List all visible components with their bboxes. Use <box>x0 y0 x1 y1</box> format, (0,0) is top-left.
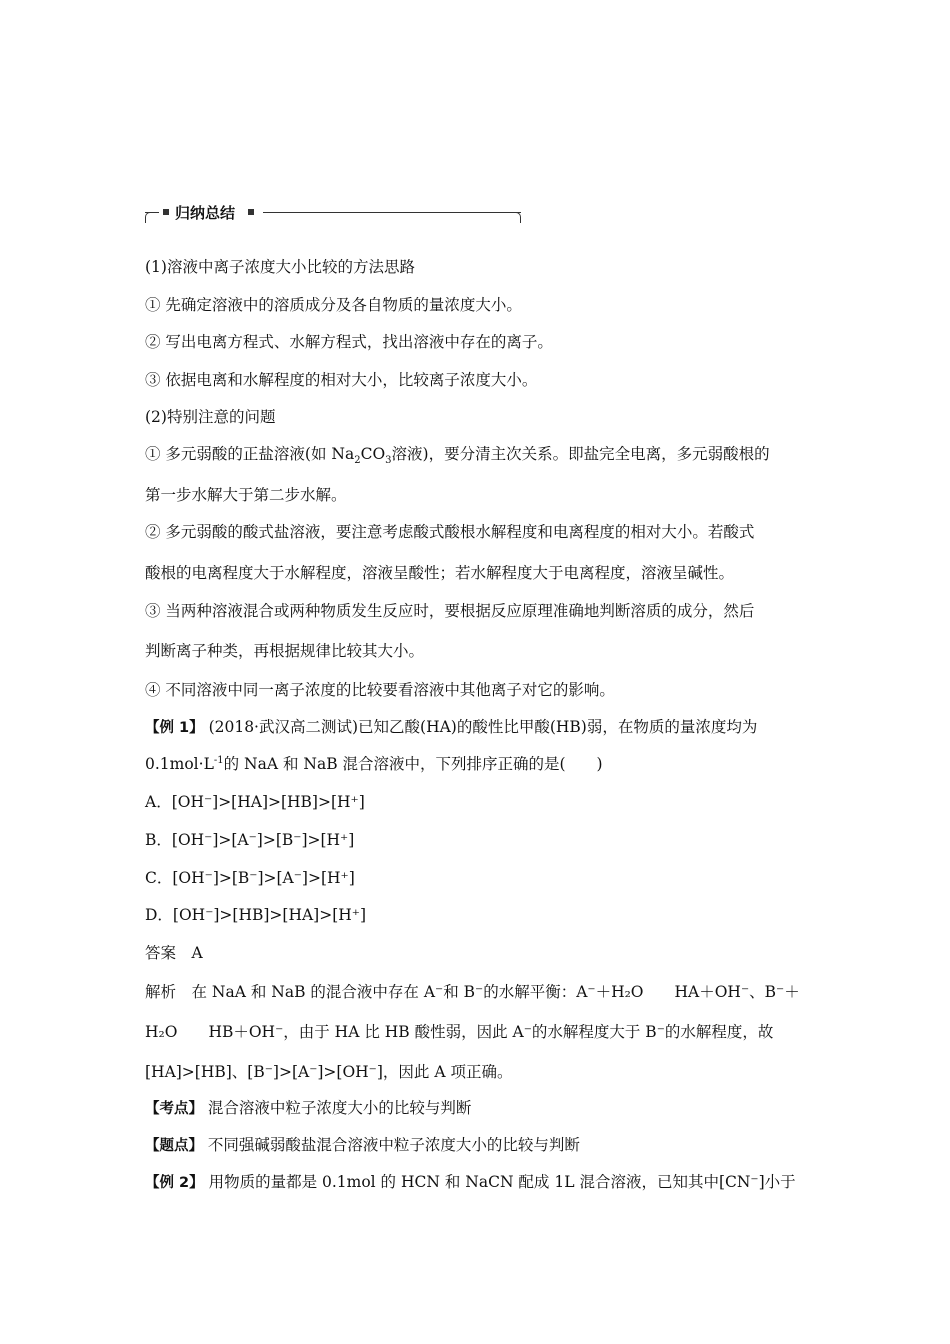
option-c: C．[OH⁻]>[B⁻]>[A⁻]>[H⁺] <box>145 869 355 887</box>
tidian-text: 不同强碱弱酸盐混合溶液中粒子浓度大小的比较与判断 <box>203 1136 580 1154</box>
option-a: A．[OH⁻]>[HA]>[HB]>[H⁺] <box>145 793 365 811</box>
paragraph-8: ② 多元弱酸的酸式盐溶液，要注意考虑酸式酸根水解程度和电离程度的相对大小。若酸式 <box>145 523 755 541</box>
heading-square-icon <box>248 209 254 215</box>
ex1-line2-sup: -1 <box>213 754 224 766</box>
tidian-tag: 【题点】 <box>145 1138 203 1154</box>
p6-part-a: ① 多元弱酸的正盐溶液(如 Na <box>145 445 355 463</box>
ex1-line2-b: 的 NaA 和 NaB 混合溶液中，下列排序正确的是( ) <box>223 755 603 773</box>
summary-heading-box <box>145 200 525 226</box>
example-1-line-1 <box>145 716 757 739</box>
analysis-line-3: [HA]>[HB]、[B⁻]>[A⁻]>[OH⁻]，因此 A 项正确。 <box>145 1063 513 1081</box>
paragraph-7: 第一步水解大于第二步水解。 <box>145 486 347 504</box>
kaodian-line <box>145 1097 471 1120</box>
heading-title: 归纳总结 <box>175 204 236 222</box>
paragraph-6 <box>145 443 770 465</box>
paragraph-10: ③ 当两种溶液混合或两种物质发生反应时，要根据反应原理准确地判断溶质的成分，然后 <box>145 602 755 620</box>
kaodian-tag: 【考点】 <box>145 1101 203 1117</box>
option-b: B．[OH⁻]>[A⁻]>[B⁻]>[H⁺] <box>145 831 355 849</box>
analysis-line-2: H₂O HB＋OH⁻，由于 HA 比 HB 酸性弱，因此 A⁻的水解程度大于 B⁻的水解程度，故 <box>145 1023 774 1041</box>
paragraph-5: (2)特别注意的问题 <box>145 408 276 426</box>
paragraph-1: (1)溶液中离子浓度大小比较的方法思路 <box>145 258 415 276</box>
answer-line: 答案 A <box>145 944 203 962</box>
heading-rule-left <box>145 212 159 213</box>
p6-subscript-1: 2 <box>354 455 361 467</box>
example-2-text: 用物质的量都是 0.1mol 的 HCN 和 NaCN 配成 1L 混合溶液，已知其中[CN⁻]小于 <box>203 1173 796 1191</box>
tidian-line <box>145 1134 580 1157</box>
heading-rule-right <box>263 212 521 213</box>
p6-subscript-2: 3 <box>385 455 392 467</box>
option-d: D．[OH⁻]>[HB]>[HA]>[H⁺] <box>145 906 366 924</box>
example-1-tag: 【例 1】 <box>145 720 204 736</box>
ex1-line2-a: 0.1mol·L <box>145 755 214 773</box>
analysis-line-1: 解析 在 NaA 和 NaB 的混合液中存在 A⁻和 B⁻的水解平衡：A⁻＋H₂O HA＋OH⁻、B⁻＋ <box>145 983 800 1001</box>
kaodian-text: 混合溶液中粒子浓度大小的比较与判断 <box>203 1099 472 1117</box>
p6-part-c: 溶液)，要分清主次关系。即盐完全电离，多元弱酸根的 <box>391 445 770 463</box>
example-2-tag: 【例 2】 <box>145 1175 204 1191</box>
paragraph-12: ④ 不同溶液中同一离子浓度的比较要看溶液中其他离子对它的影响。 <box>145 681 615 699</box>
example-1-text: (2018·武汉高二测试)已知乙酸(HA)的酸性比甲酸(HB)弱，在物质的量浓度均为 <box>203 718 758 736</box>
paragraph-2: ① 先确定溶液中的溶质成分及各自物质的量浓度大小。 <box>145 296 522 314</box>
example-1-line-2 <box>145 753 603 775</box>
heading-corner-right <box>514 212 521 223</box>
example-2-line-1 <box>145 1171 796 1194</box>
paragraph-11: 判断离子种类，再根据规律比较其大小。 <box>145 642 425 660</box>
heading-square-icon <box>163 209 169 215</box>
heading-corner-left <box>145 212 152 223</box>
paragraph-9: 酸根的电离程度大于水解程度，溶液呈酸性；若水解程度大于电离程度，溶液呈碱性。 <box>145 564 735 582</box>
paragraph-3: ② 写出电离方程式、水解方程式，找出溶液中存在的离子。 <box>145 333 553 351</box>
p6-part-b: CO <box>360 445 386 463</box>
paragraph-4: ③ 依据电离和水解程度的相对大小，比较离子浓度大小。 <box>145 371 538 389</box>
